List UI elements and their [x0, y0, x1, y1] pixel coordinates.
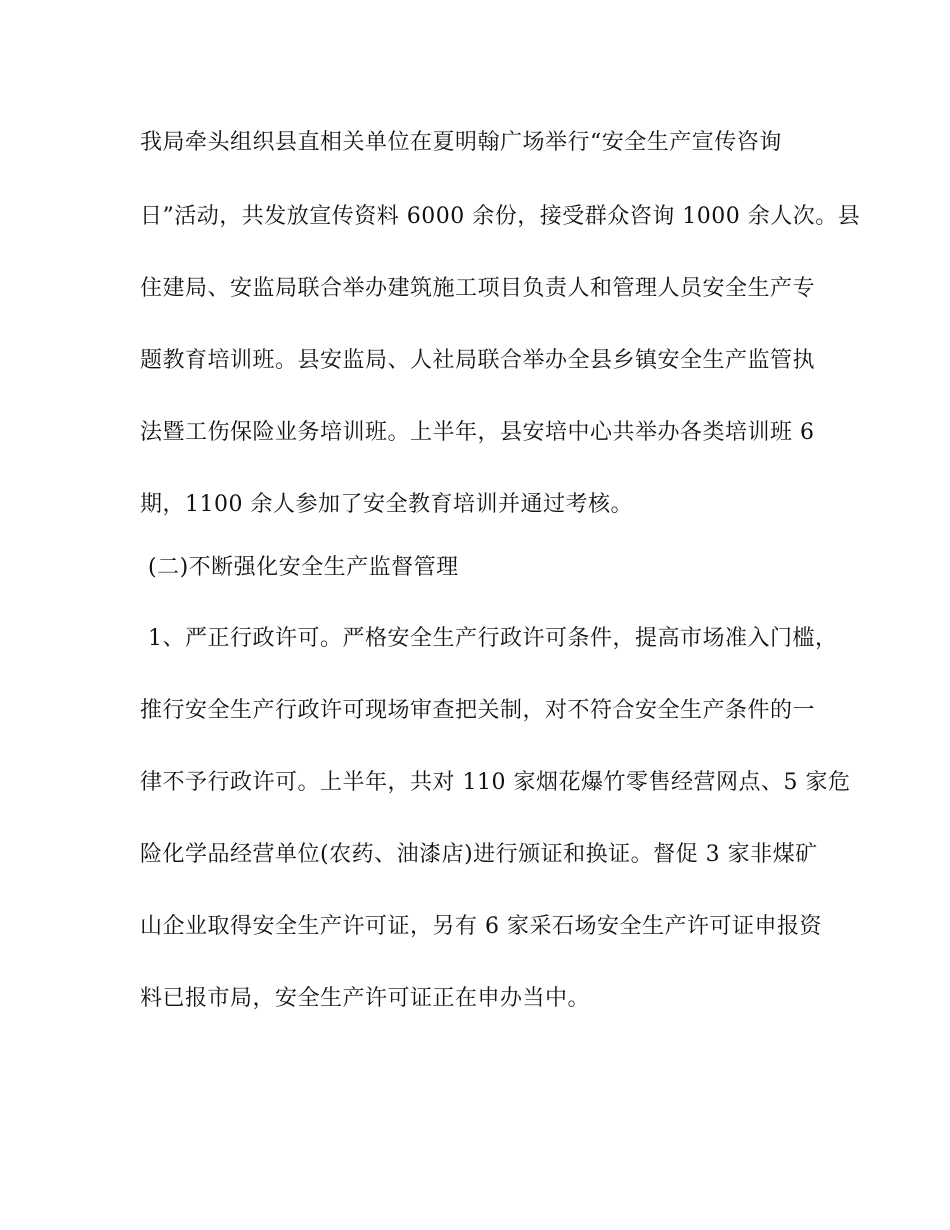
body-text-line: 险化学品经营单位(农药、油漆店)进行颁证和换证。督促 3 家非煤矿: [140, 842, 818, 867]
body-text-line: 1、严正行政许可。严格安全生产行政许可条件，提高市场准入门槛，: [148, 626, 838, 651]
body-text-line: 推行安全生产行政许可现场审查把关制，对不符合安全生产条件的一: [140, 698, 816, 723]
body-text-line: 山企业取得安全生产许可证，另有 6 家采石场安全生产许可证申报资: [140, 914, 822, 939]
body-text-line: 题教育培训班。县安监局、人社局联合举办全县乡镇安全生产监管执: [140, 348, 816, 373]
body-text-line: 日”活动，共发放宣传资料 6000 余份，接受群众咨询 1000 余人次。县: [140, 204, 861, 229]
body-text-line: 期，1100 余人参加了安全教育培训并通过考核。: [140, 492, 633, 517]
body-text-line: 料已报市局，安全生产许可证正在申办当中。: [140, 986, 591, 1011]
body-text-line: 我局牵头组织县直相关单位在夏明翰广场举行“安全生产宣传咨询: [140, 130, 782, 155]
body-text-line: 律不予行政许可。上半年，共对 110 家烟花爆竹零售经营网点、5 家危: [140, 770, 851, 795]
section-heading: (二)不断强化安全生产监督管理: [148, 555, 459, 580]
body-text-line: 法暨工伤保险业务培训班。上半年，县安培中心共举办各类培训班 6: [140, 420, 815, 445]
body-text-line: 住建局、安监局联合举办建筑施工项目负责人和管理人员安全生产专: [140, 276, 816, 301]
